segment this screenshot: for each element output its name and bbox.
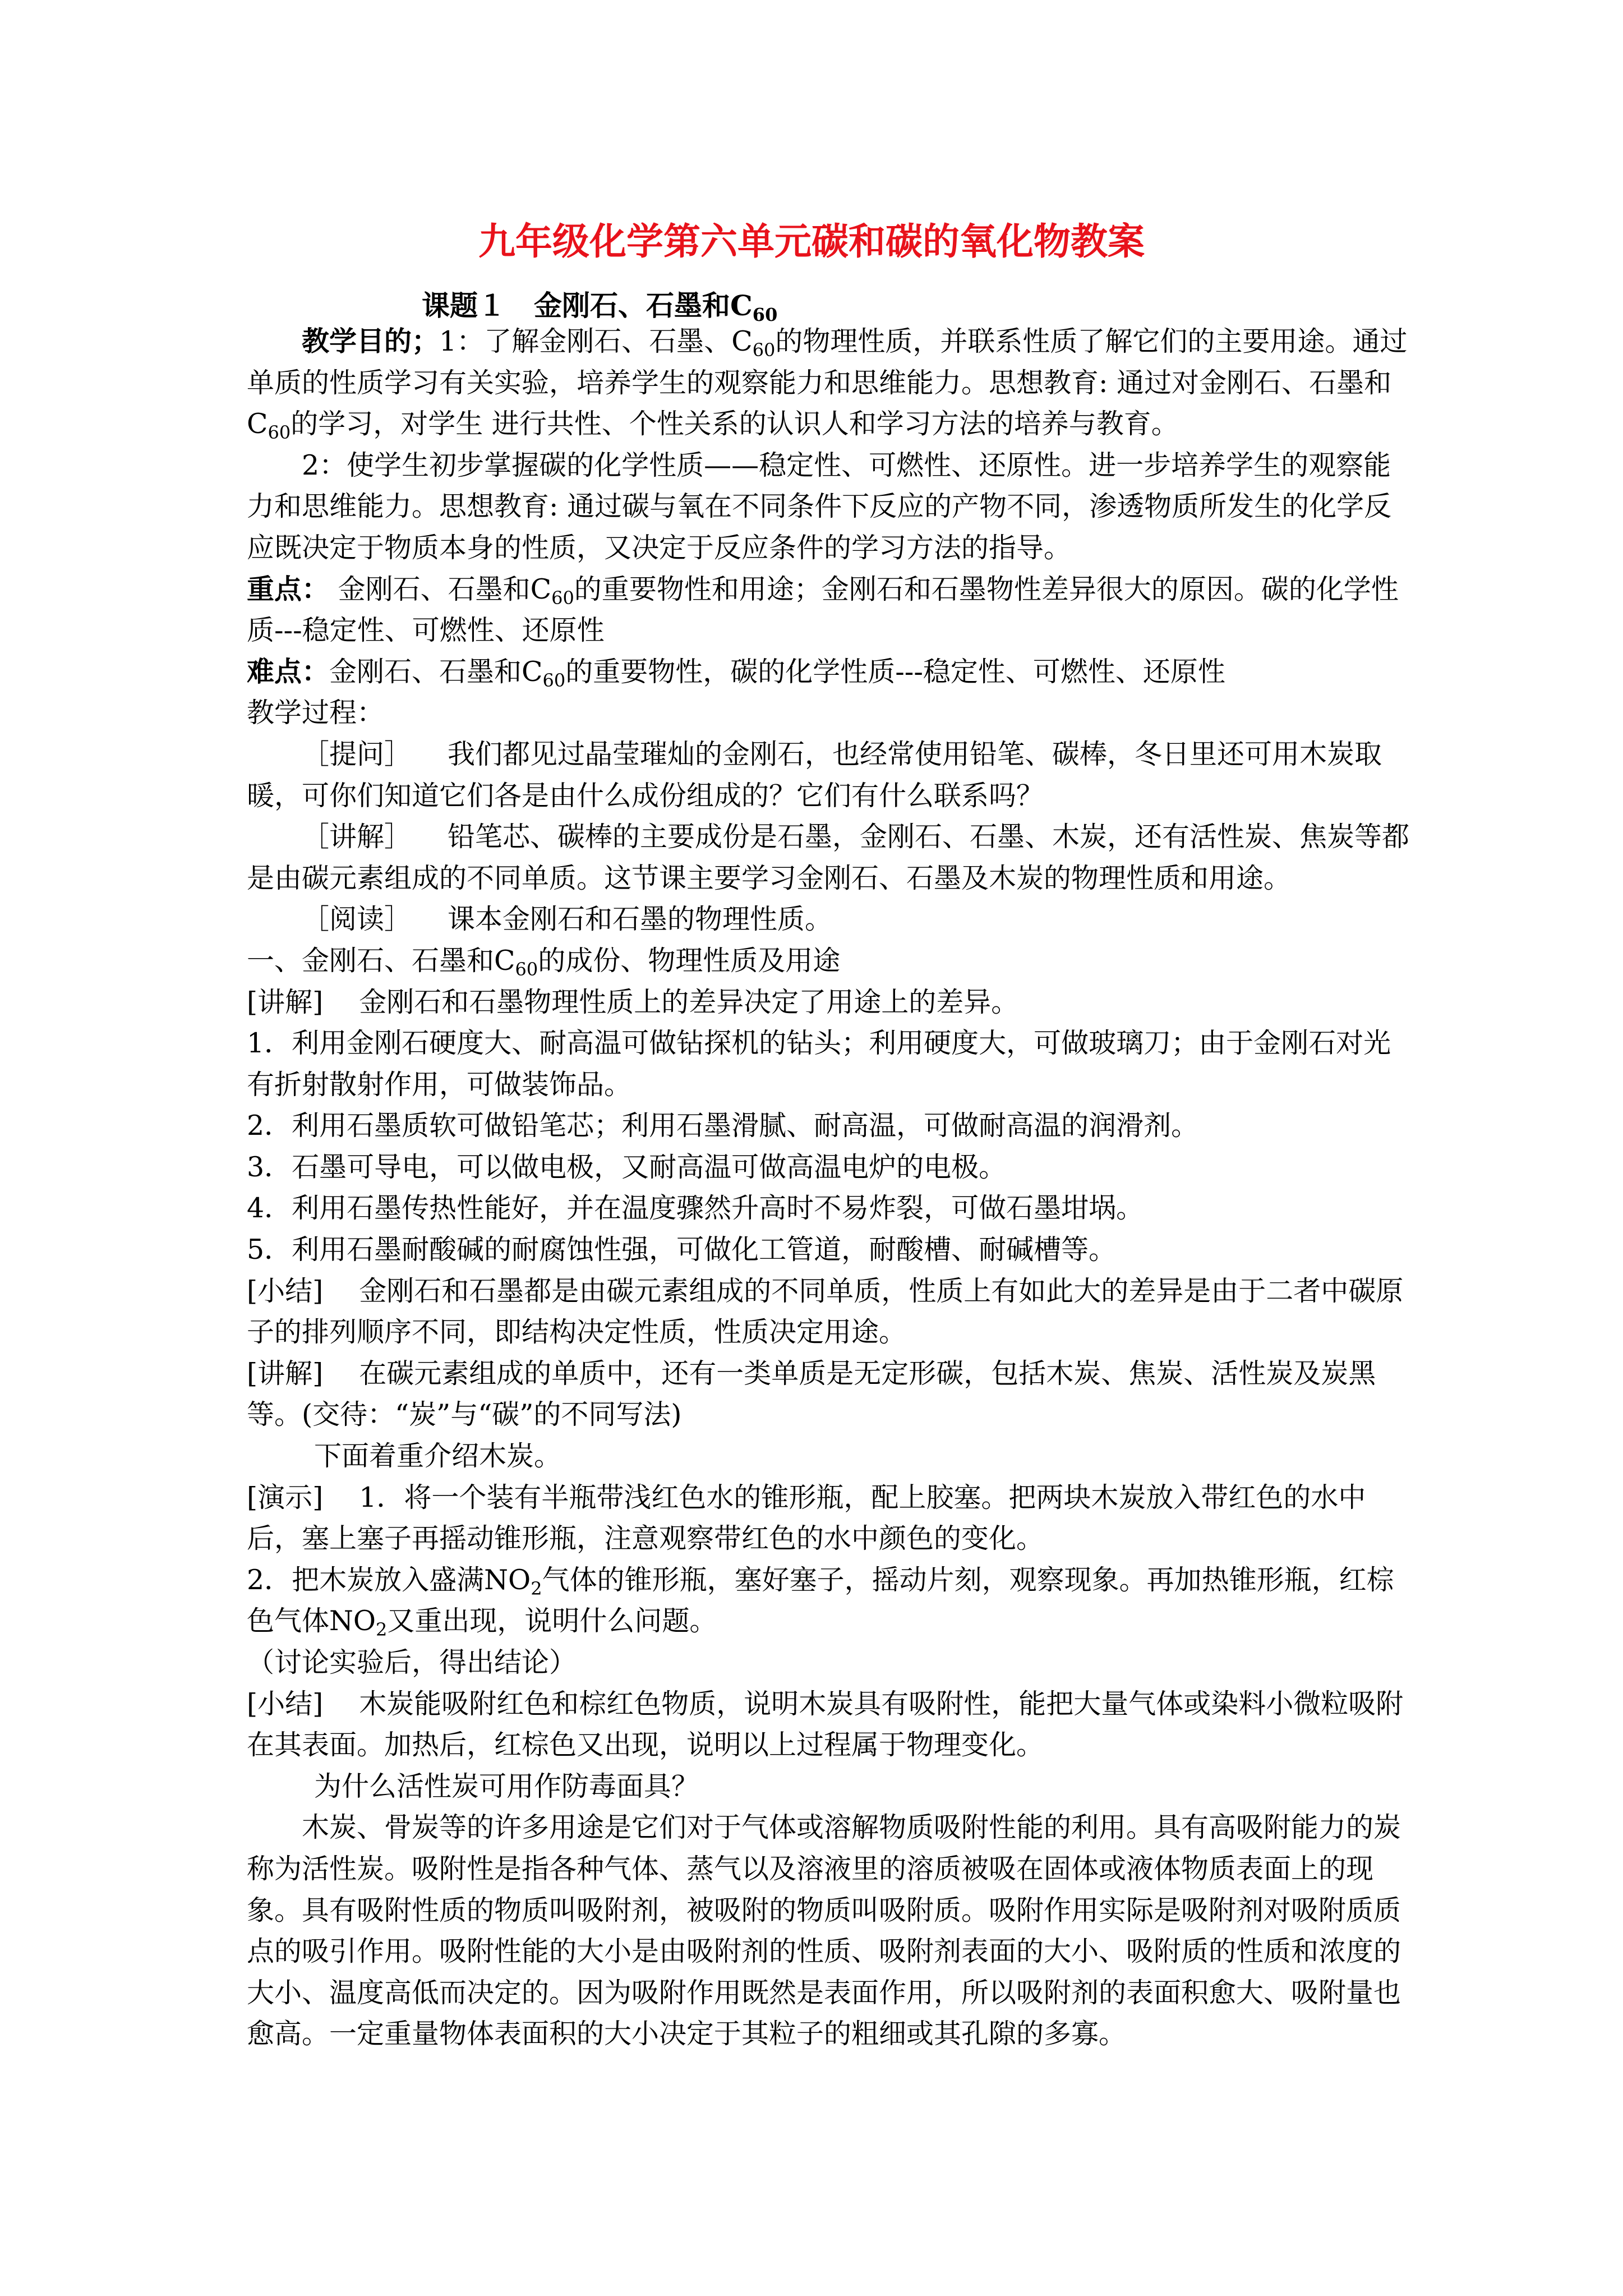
summary-tag: [小结] <box>247 1274 324 1307</box>
objectives-label: 教学目的； <box>302 325 440 357</box>
discuss-line: （讨论实验后，得出结论） <box>247 1646 577 1678</box>
explain-paragraph-2: [讲解] 金刚石和石墨物理性质上的差异决定了用途上的差异。 <box>247 986 1019 1018</box>
question-tag: ［提问］ <box>302 738 412 770</box>
difficulties-label: 难点： <box>247 655 330 688</box>
question-paragraph: ［提问］ 我们都见过晶莹璀灿的金刚石，也经常使用铅笔、碳棒，冬日里还可用木炭取暖，可你们知道它们各是由什么成份组成的？它们有什么联系吗？ <box>247 738 1382 812</box>
objectives-paragraph-1: 教学目的；1：了解金刚石、石墨、$C_{60}$的物理性质，并联系性质了解它们的主要用途。通过单质的性质学习有关实验，培养学生的观察能力和思维能力。思想教育: 通过对金刚石、石墨和$C_{60}$的学习，对学生 进行共性、个性关系的认识人和学习方法的培养与教育。 <box>247 325 1408 444</box>
explain-tag: [讲解] <box>247 1357 324 1389</box>
demo-paragraph-2: 2．把木炭放入盛满$NO_2$气体的锥形瓶，塞好塞子，摇动片刻，观察现象。再加热锥形瓶，红棕色气体$NO_2$又重出现，说明什么问题。 <box>247 1563 1394 1641</box>
difficulties-paragraph: 难点：金刚石、石墨和$C_{60}$的重要物性，碳的化学性质---稳定性、可燃性、还原性 <box>247 655 1225 691</box>
explain-paragraph-3: [讲解] 在碳元素组成的单质中，还有一类单质是无定形碳，包括木炭、焦炭、活性炭及炭黑等。(交待：“炭”与“碳”的不同写法) <box>247 1357 1376 1431</box>
objectives-paragraph-2: 2：使学生初步掌握碳的化学性质——稳定性、可燃性、还原性。进一步培养学生的观察能力和思维能力。思想教育: 通过碳与氧在不同条件下反应的产物不同，渗透物质所发生的化学反应既决定于物质本身的性质，又决定于反应条件的学习方法的指导。 <box>247 449 1392 564</box>
explain-tag: [讲解] <box>247 986 324 1018</box>
document-title: 九年级化学第六单元碳和碳的氧化物教案 <box>478 219 1145 263</box>
demo-paragraph: [演示] 1．将一个装有半瓶带浅红色水的锥形瓶，配上胶塞。把两块木炭放入带红色的水中后，塞上塞子再摇动锥形瓶，注意观察带红色的水中颜色的变化。 <box>247 1481 1366 1555</box>
demo-tag: [演示] <box>247 1481 324 1513</box>
lesson-subtitle: 课题１ 金刚石、石墨和$C_{60}$ <box>422 289 778 325</box>
key-points-label: 重点： <box>247 572 330 605</box>
read-paragraph: ［阅读］ 课本金刚石和石墨的物理性质。 <box>302 903 833 936</box>
use-item: 3．石墨可导电，可以做电极，又耐高温可做高温电炉的电极。 <box>247 1151 1007 1183</box>
read-tag: ［阅读］ <box>302 903 412 936</box>
summary-tag: [小结] <box>247 1687 324 1720</box>
use-item: 4．利用石墨传热性能好，并在温度骤然升高时不易炸裂，可做石墨坩埚。 <box>247 1192 1144 1225</box>
summary-paragraph-2: [小结] 木炭能吸附红色和棕红色物质，说明木炭具有吸附性，能把大量气体或染料小微粒吸附在其表面。加热后，红棕色又出现，说明以上过程属于物理变化。 <box>247 1687 1404 1761</box>
intro-charcoal: 下面着重介绍木炭。 <box>314 1440 562 1473</box>
document-body <box>247 321 1413 2055</box>
key-points-paragraph: 重点： 金刚石、石墨和$C_{60}$的重要物性和用途；金刚石和石墨物性差异很大的原因。碳的化学性质---稳定性、可燃性、还原性 <box>247 572 1399 647</box>
process-label: 教学过程： <box>247 697 385 729</box>
summary-paragraph-1: [小结] 金刚石和石墨都是由碳元素组成的不同单质，性质上有如此大的差异是由于二者中碳原子的排列顺序不同，即结构决定性质，性质决定用途。 <box>247 1274 1404 1349</box>
why-question: 为什么活性炭可用作防毒面具？ <box>314 1770 699 1802</box>
use-item: 1．利用金刚石硬度大、耐高温可做钻探机的钻头；利用硬度大，可做玻璃刀；由于金刚石对光有折射散射作用，可做装饰品。 <box>247 1027 1391 1101</box>
use-item: 5．利用石墨耐酸碱的耐腐蚀性强，可做化工管道，耐酸槽、耐碱槽等。 <box>247 1234 1117 1266</box>
explain-tag: ［讲解］ <box>302 821 412 853</box>
use-item: 2．利用石墨质软可做铅笔芯；利用石墨滑腻、耐高温，可做耐高温的润滑剂。 <box>247 1110 1199 1142</box>
final-paragraph: 木炭、骨炭等的许多用途是它们对于气体或溶解物质吸附性能的利用。具有高吸附能力的炭称为活性炭。吸附性是指各种气体、蒸气以及溶液里的溶质被吸在固体或液体物质表面上的现象。具有吸附性质的物质叫吸附剂，被吸附的物质叫吸附质。吸附作用实际是吸附剂对吸附质质点的吸引作用。吸附性能的大小是由吸附剂的性质、吸附剂表面的大小、吸附质的性质和浓度的大小、温度高低而决定的。因为吸附作用既然是表面作用，所以吸附剂的表面积愈大、吸附量也愈高。一定重量物体表面积的大小决定于其粒子的粗细或其孔隙的多寡。 <box>247 1811 1401 2050</box>
explain-paragraph-1: ［讲解］ 铅笔芯、碳棒的主要成份是石墨，金刚石、石墨、木炭，还有活性炭、焦炭等都是由碳元素组成的不同单质。这节课主要学习金刚石、石墨及木炭的物理性质和用途。 <box>247 821 1410 894</box>
section-heading-1: 一、金刚石、石墨和$C_{60}$的成份、物理性质及用途 <box>247 944 841 980</box>
